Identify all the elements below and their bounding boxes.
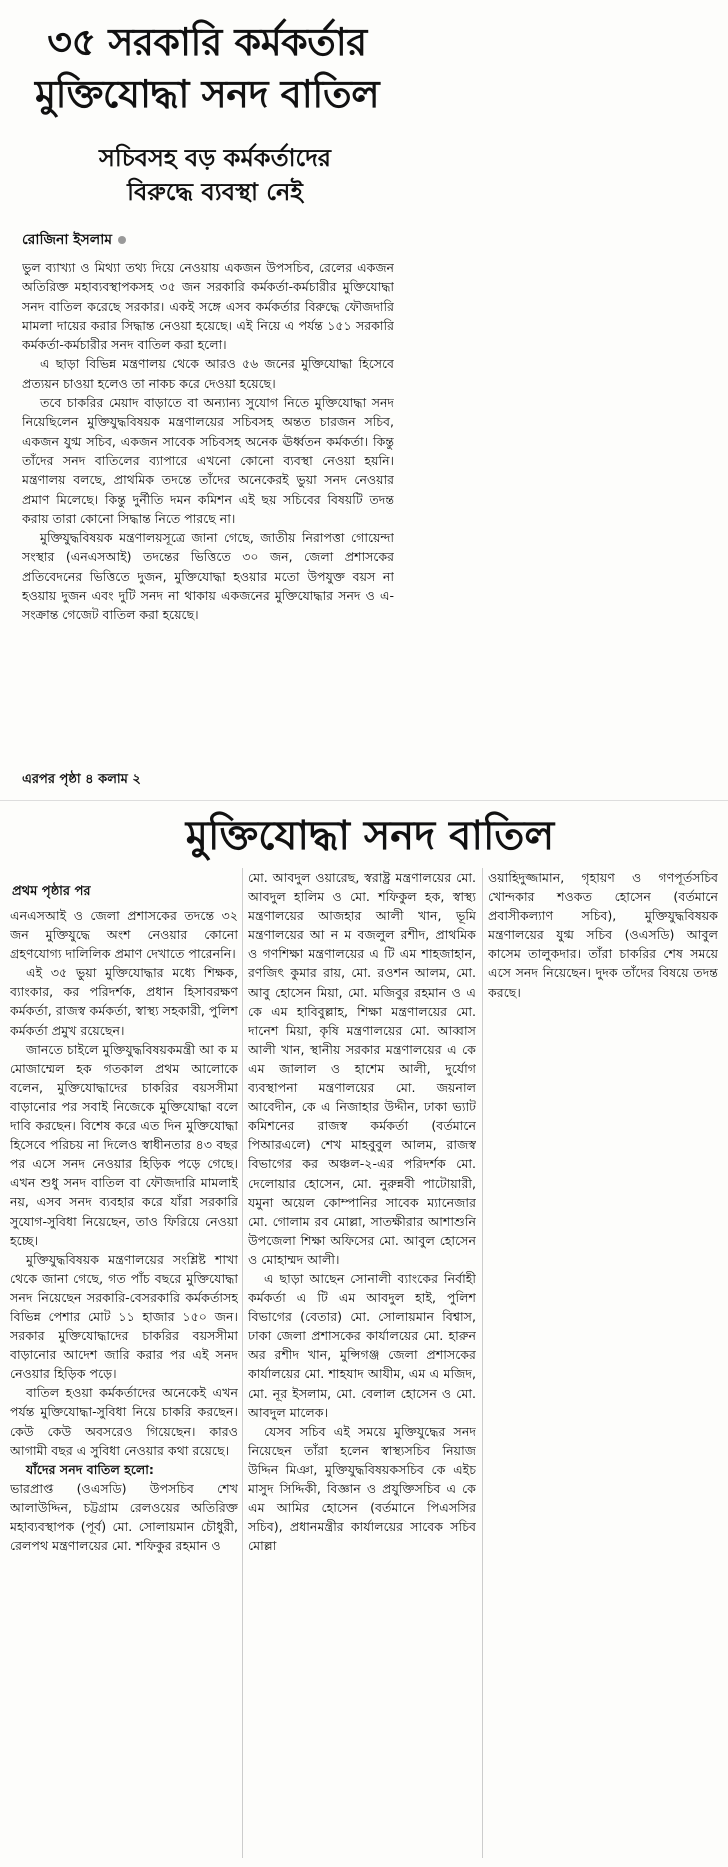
column-paragraph: এই ৩৫ ভুয়া মুক্তিযোদ্ধার মধ্যে শিক্ষক, ব্যাংকার, কর পরিদর্শক, প্রধান হিসাবরক্ষণ কর্মকর্তা, রাজস্ব কর্মকর্তা, স্বাস্থ্য সহকারী, পুলিশ কর্মকর্তা প্রমুখ রয়েছেন। bbox=[10, 965, 238, 1038]
byline bbox=[22, 228, 126, 252]
story-body bbox=[22, 258, 394, 744]
continued-from-label: প্রথম পৃষ্ঠার পর bbox=[12, 884, 91, 899]
story-paragraph: মুক্তিযুদ্ধবিষয়ক মন্ত্রণালয়সূত্রে জানা গেছে, জাতীয় নিরাপত্তা গোয়েন্দা সংস্থার (এনএসআই) তদন্তের ভিত্তিতে ৩০ জন, জেলা প্রশাসকের প্রতিবেদনের ভিত্তিতে দুজন, মুক্তিযোদ্ধা হওয়ার মতো উপযুক্ত বয়স না হওয়ায় দুজন এবং দুটি সনদ না থাকায় একজনের মুক্তিযোদ্ধার সনদ ও এ-সংক্রান্ত গেজেট বাতিল করা হয়েছে। bbox=[22, 530, 394, 623]
continuation-column-3 bbox=[488, 868, 718, 1088]
column-paragraph: জানতে চাইলে মুক্তিযুদ্ধবিষয়কমন্ত্রী আ ক ম মোজাম্মেল হক গতকাল প্রথম আলোকে বলেন, মুক্তিযোদ্ধাদের চাকরির বয়সসীমা বাড়ানোর পর সবাই নিজেকে মুক্তিযোদ্ধা বলে দাবি করছেন। বিশেষ করে এত দিন মুক্তিযোদ্ধা হিসেবে পরিচয় না দিলেও স্বাধীনতার ৪৩ বছর পর এসে সনদ নেওয়ার হিড়িক পড়ে গেছে। এখন শুধু সনদ বাতিল বা ফৌজদারি মামলাই নয়, এসব সনদ ব্যবহার করে যাঁরা সরকারি সুযোগ-সুবিধা নিয়েছেন, তাও ফিরিয়ে নেওয়া হচ্ছে। bbox=[10, 1041, 238, 1248]
column-paragraph: বাতিল হওয়া কর্মকর্তাদের অনেকেই এখন পর্যন্ত মুক্তিযোদ্ধা-সুবিধা নিয়ে চাকরি করছেন। কেউ কেউ অবসরেও গিয়েছেন। কারও আগামী বছর এ সুবিধা নেওয়ার কথা রয়েছে। bbox=[10, 1385, 238, 1458]
subheadline-line-1: সচিবসহ বড় কর্মকর্তাদের bbox=[98, 144, 332, 172]
byline-dot-icon bbox=[118, 236, 126, 244]
column-divider bbox=[482, 868, 483, 1858]
column-paragraph: মুক্তিযুদ্ধবিষয়ক মন্ত্রণালয়ের সংশ্লিষ্ট শাখা থেকে জানা গেছে, গত পাঁচ বছরে মুক্তিযোদ্ধা সনদ নিয়েছেন সরকারি-বেসরকারি কর্মকর্তাসহ বিভিন্ন পেশার মোট ১১ হাজার ১৫০ জন। সরকার মুক্তিযোদ্ধাদের চাকরির বয়সসীমা বাড়ানোর আদেশ জারি করার পর এই সনদ নেওয়ার হিড়িক পড়ে। bbox=[10, 1251, 238, 1382]
continuation-title: মুক্তিযোদ্ধা সনদ বাতিল bbox=[185, 813, 555, 859]
subheadline-line-2: বিরুদ্ধে ব্যবস্থা নেই bbox=[127, 178, 303, 206]
headline-line-2: মুক্তিযোদ্ধা সনদ বাতিল bbox=[34, 72, 380, 116]
story-paragraph: তবে চাকরির মেয়াদ বাড়াতে বা অন্যান্য সুযোগ নিতে মুক্তিযোদ্ধা সনদ নিয়েছিলেন মুক্তিযুদ্ধবিষয়ক মন্ত্রণালয়ের সচিবসহ অন্তত চারজন সচিব, একজন যুগ্ম সচিব, একজন সাবেক সচিবসহ অনেক ঊর্ধ্বতন কর্মকর্তা। কিন্তু তাঁদের সনদ বাতিলের ব্যাপারে এখনো কোনো ব্যবস্থা নেওয়া হয়নি। মন্ত্রণালয় বলছে, প্রাথমিক তদন্তে তাঁদের অনেকেরই ভুয়া সনদ নেওয়ার প্রমাণ মিলেছে। কিন্তু দুর্নীতি দমন কমিশন এই ছয় সচিবের বিষয়টি তদন্ত করায় তারা কোনো সিদ্ধান্ত নিতে পারছে না। bbox=[22, 395, 394, 526]
continuation-column-1 bbox=[10, 906, 238, 1856]
column-paragraph: ভারপ্রাপ্ত (ওএসডি) উপসচিব শেখ আলাউদ্দিন, চট্টগ্রাম রেলওয়ের অতিরিক্ত মহাব্যবস্থাপক (পূর্ব) মো. সোলায়মান চৌধুরী, রেলপথ মন্ত্রণালয়ের মো. শফিকুর রহমান ও bbox=[10, 1480, 238, 1554]
continuation-column-2 bbox=[248, 868, 476, 1856]
story-paragraph: এ ছাড়া বিভিন্ন মন্ত্রণালয় থেকে আরও ৫৬ জনের মুক্তিযোদ্ধা হিসেবে প্রত্যয়ন চাওয়া হলেও তা নাকচ করে দেওয়া হয়েছে। bbox=[22, 356, 394, 391]
headline-line-1: ৩৫ সরকারি কর্মকর্তার bbox=[47, 20, 367, 64]
column-paragraph: মো. আবদুল ওয়ারেছ, স্বরাষ্ট্র মন্ত্রণালয়ের মো. আবদুল হালিম ও মো. শফিকুল হক, স্বাস্থ্য মন্ত্রণালয়ের আজহার আলী খান, ভূমি মন্ত্রণালয়ের আ ন ম বজলুল রশীদ, প্রাথমিক ও গণশিক্ষা মন্ত্রণালয়ের এ টি এম শাহজাহান, রণজিৎ কুমার রায়, মো. রওশন আলম, মো. আবু হোসেন মিয়া, মো. মজিবুর রহমান ও এ কে এম হাবিবুল্লাহ, শিক্ষা মন্ত্রণালয়ের মো. দানেশ মিয়া, কৃষি মন্ত্রণালয়ের মো. আব্বাস আলী খান, স্থানীয় সরকার মন্ত্রণালয়ের এ কে এম জালাল ও হাশেম আলী, দুর্যোগ ব্যবস্থাপনা মন্ত্রণালয়ের মো. জয়নাল আবেদীন, কে এ নিজাহার উদ্দীন, ঢাকা ভ্যাট কমিশনের রাজস্ব কর্মকর্তা (বর্তমানে পিআরএলে) শেখ মাহবুবুল আলম, রাজস্ব বিভাগের কর অঞ্চল-২-এর পরিদর্শক মো. দেলোয়ার হোসেন, মো. নুরুন্নবী পাটোয়ারী, যমুনা অয়েল কোম্পানির সাবেক ম্যানেজার মো. গোলাম রব মোল্লা, সাতক্ষীরার আশাশুনি উপজেলা শিক্ষা অফিসের মো. আবুল হোসেন ও মোহাম্মদ আলী। bbox=[248, 870, 476, 1267]
column-divider bbox=[242, 868, 243, 1858]
section-divider bbox=[0, 800, 728, 801]
column-paragraph: এ ছাড়া আছেন সোনালী ব্যাংকের নির্বাহী কর্মকর্তা এ টি এম আবদুল হাই, পুলিশ বিভাগের (বেতার) মো. সোলায়মান বিশ্বাস, ঢাকা জেলা প্রশাসকের কার্যালয়ের মো. হারুন অর রশীদ খান, মুন্সিগঞ্জ জেলা প্রশাসকের কার্যালয়ের মো. শাহযাদ আযীম, এম এ মজিদ, মো. নূর ইসলাম, মো. বেলাল হোসেন ও মো. আবদুল মালেক। bbox=[248, 1270, 476, 1420]
story-paragraph: ভুল ব্যাখ্যা ও মিথ্যা তথ্য দিয়ে নেওয়ায় একজন উপসচিব, রেলের একজন অতিরিক্ত মহাব্যবস্থাপকসহ ৩৫ জন সরকারি কর্মকর্তা-কর্মচারীর মুক্তিযোদ্ধা সনদ বাতিল করেছে সরকার। একই সঙ্গে এসব কর্মকর্তার বিরুদ্ধে ফৌজদারি মামলা দায়ের করার সিদ্ধান্ত নেওয়া হয়েছে। এই নিয়ে এ পর্যন্ত ১৫১ সরকারি কর্মকর্তা-কর্মচারীর সনদ বাতিল করা হলো। bbox=[22, 260, 394, 353]
column-paragraph: ওয়াহিদুজ্জামান, গৃহায়ণ ও গণপূর্তসচিব খোন্দকার শওকত হোসেন (বর্তমানে প্রবাসীকল্যাণ সচিব), মুক্তিযুদ্ধবিষয়ক মন্ত্রণালয়ের যুগ্ম সচিব (ওএসডি) আবুল কাসেম তালুকদার। তাঁরা চাকরির শেষ সময়ে এসে সনদ নিয়েছেন। দুদক তাঁদের বিষয়ে তদন্ত করছে। bbox=[488, 870, 718, 1000]
column-subhead: যাঁদের সনদ বাতিল হলো: bbox=[26, 1461, 154, 1477]
column-paragraph: যেসব সচিব এই সময়ে মুক্তিযুদ্ধের সনদ নিয়েছেন তাঁরা হলেন স্বাস্থ্যসচিব নিয়াজ উদ্দিন মিঞা, মুক্তিযুদ্ধবিষয়কসচিব কে এইচ মাসুদ সিদ্দিকী, বিজ্ঞান ও প্রযুক্তিসচিব এ কে এম আমির হোসেন (বর্তমানে পিএসসির সচিব), প্রধানমন্ত্রীর কার্যালয়ের সাবেক সচিব মোল্লা bbox=[248, 1423, 476, 1554]
byline-author: রোজিনা ইসলাম bbox=[22, 232, 113, 248]
jump-line: এরপর পৃষ্ঠা ৪ কলাম ২ bbox=[22, 772, 141, 787]
column-paragraph: এনএসআই ও জেলা প্রশাসকের তদন্তে ৩২ জন মুক্তিযুদ্ধে অংশ নেওয়ার কোনো গ্রহণযোগ্য দালিলিক প্রমাণ দেখাতে পারেননি। bbox=[10, 908, 238, 962]
